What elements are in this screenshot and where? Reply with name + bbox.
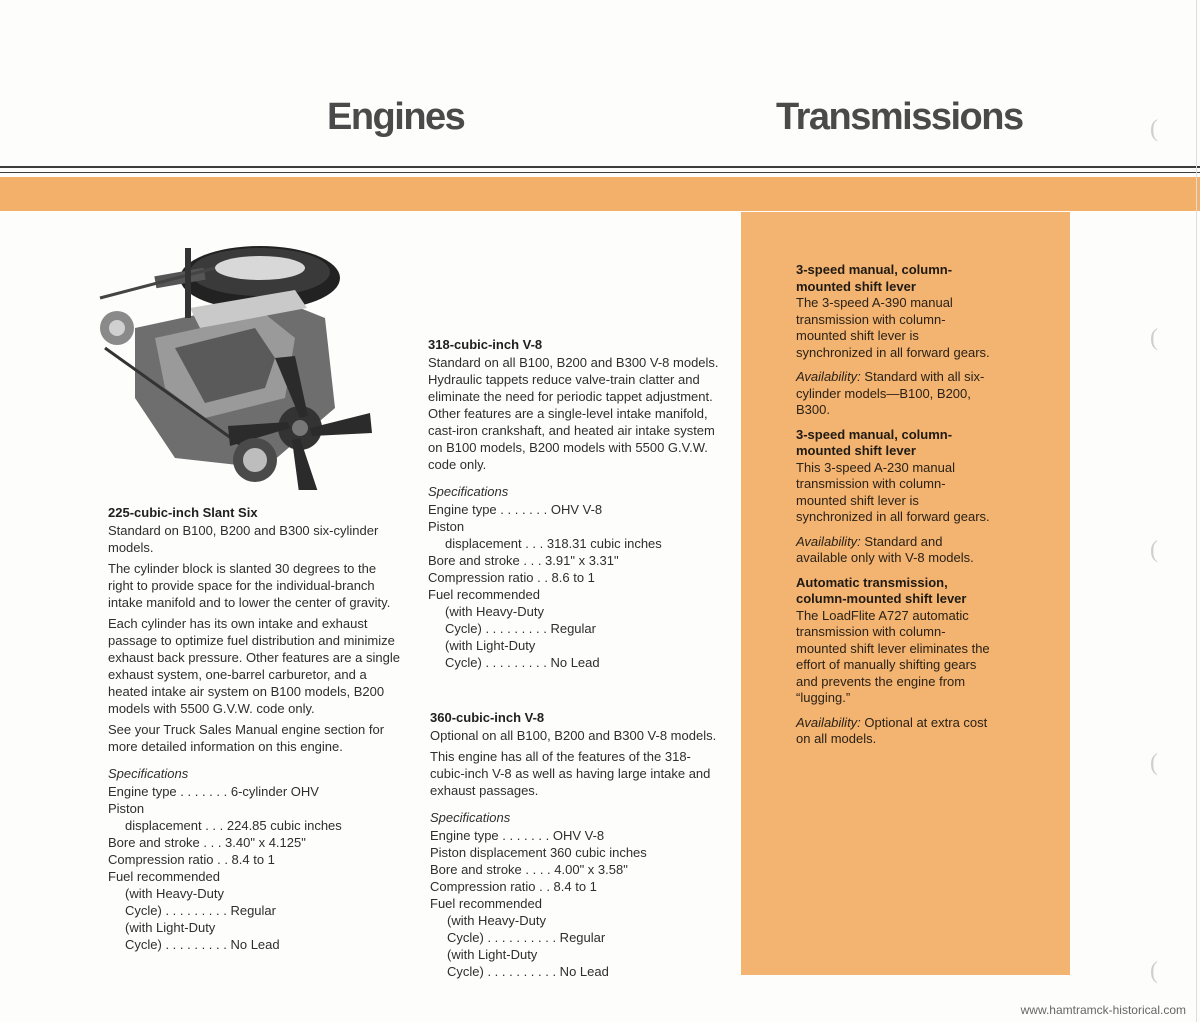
paragraph: This engine has all of the features of the 318-cubic-inch V-8 as well as having large intake and exhaust passages. <box>430 748 711 798</box>
availability-label: Availability: <box>796 714 861 730</box>
availability-text: Standard with all six-cylinder models—B100, B200, B300. <box>796 369 985 417</box>
spec-line: Bore and stroke . . . . 4.00" x 3.58" <box>430 861 628 877</box>
spec-line: (with Heavy-Duty <box>445 603 544 619</box>
paragraph: See your Truck Sales Manual engine section for more detailed information on this engine. <box>108 721 385 754</box>
spec-line: Piston <box>428 518 465 534</box>
spec-line: Piston displacement 360 cubic inches <box>430 844 647 860</box>
spec-line: Cycle) . . . . . . . . . No Lead <box>125 936 280 952</box>
spec-line: Compression ratio . . 8.6 to 1 <box>428 569 595 585</box>
binder-hole-mark: ( <box>1150 325 1158 351</box>
transmission-body: The LoadFlite A727 automatic transmission with column-mounted shift lever eliminates the effort of manually shifting gears and prevents the engine from “lugging.” <box>796 607 990 705</box>
availability <box>796 369 996 419</box>
spec-line: Compression ratio . . 8.4 to 1 <box>108 851 275 867</box>
top-rule-thin <box>0 172 1200 173</box>
transmission-title: Automatic transmission, column-mounted shift lever <box>796 574 967 606</box>
spec-line: Engine type . . . . . . . 6-cylinder OHV <box>108 783 319 799</box>
paragraph: Standard on B100, B200 and B300 six-cylinder models. <box>108 522 379 555</box>
availability <box>796 534 996 567</box>
transmissions-text <box>796 262 996 756</box>
spec-line: Fuel recommended <box>430 895 542 911</box>
paragraph: The cylinder block is slanted 30 degrees to the right to provide space for the individual-branch intake manifold and to lower the center of gravity. <box>108 560 391 610</box>
paragraph: Standard on all B100, B200 and B300 V-8 models. Hydraulic tappets reduce valve-train clatter and eliminate the need for periodic tappet adjustment. Other features are a single-level intake manifold, cast-iron crankshaft, and heated air intake system on B100 models, B200 models with 5500 G.V.W. code only. <box>428 354 719 472</box>
paragraph: Each cylinder has its own intake and exhaust passage to optimize fuel distribution and minimize exhaust back pressure. Other features are a single exhaust system, one-barrel carburetor, and a heated intake air system on B100 models, B200 models with 5500 G.V.W. code only. <box>108 615 400 716</box>
spec-line: Cycle) . . . . . . . . . Regular <box>445 620 596 636</box>
spec-line: Piston <box>108 800 145 816</box>
v8-318-title: 318-cubic-inch V-8 <box>428 337 543 352</box>
availability-text: Standard and available only with V-8 models. <box>796 533 974 565</box>
v8-360-title: 360-cubic-inch V-8 <box>430 710 545 725</box>
spec-line: Engine type . . . . . . . OHV V-8 <box>430 827 605 843</box>
transmissions-heading: Transmissions <box>776 96 1023 138</box>
engine-photo <box>95 228 395 490</box>
spec-line: Engine type . . . . . . . OHV V-8 <box>428 501 603 517</box>
spec-title: Specifications <box>428 483 509 499</box>
spec-line: Bore and stroke . . . 3.40" x 4.125" <box>108 834 306 850</box>
watermark: www.hamtramck-historical.com <box>1020 1003 1186 1017</box>
spec-line: (with Heavy-Duty <box>125 885 224 901</box>
binder-hole-mark: ( <box>1150 958 1158 984</box>
availability-label: Availability: <box>796 533 861 549</box>
spec-line: Fuel recommended <box>108 868 220 884</box>
v8-360-section <box>430 710 722 980</box>
transmission-title: 3-speed manual, column-mounted shift lever <box>796 262 953 294</box>
availability <box>796 715 996 748</box>
spec-title: Specifications <box>108 765 189 781</box>
transmission-title: 3-speed manual, column-mounted shift lever <box>796 426 953 458</box>
engines-heading: Engines <box>327 96 465 138</box>
binder-hole-mark: ( <box>1150 116 1158 142</box>
top-rule <box>0 166 1200 168</box>
spec-line: (with Light-Duty <box>125 919 216 935</box>
availability-label: Availability: <box>796 369 861 384</box>
spec-line: (with Light-Duty <box>447 946 538 962</box>
slant-six-section <box>108 505 400 953</box>
slant-six-title: 225-cubic-inch Slant Six <box>108 505 258 520</box>
binder-hole-mark: ( <box>1150 537 1158 563</box>
spec-line: (with Light-Duty <box>445 637 536 653</box>
spec-line: displacement . . . 224.85 cubic inches <box>125 817 342 833</box>
spec-title: Specifications <box>430 809 511 825</box>
page-edge <box>1196 0 1197 1022</box>
spec-line: Bore and stroke . . . 3.91" x 3.31" <box>428 552 619 568</box>
paragraph: Optional on all B100, B200 and B300 V-8 models. <box>430 727 717 743</box>
orange-band <box>0 177 1200 211</box>
spec-line: Cycle) . . . . . . . . . Regular <box>125 902 276 918</box>
spec-line: Compression ratio . . 8.4 to 1 <box>430 878 597 894</box>
spec-line: Cycle) . . . . . . . . . . No Lead <box>447 963 609 979</box>
spec-line: Cycle) . . . . . . . . . No Lead <box>445 654 600 670</box>
binder-hole-mark: ( <box>1150 750 1158 776</box>
spec-line: displacement . . . 318.31 cubic inches <box>445 535 662 551</box>
v8-318-section <box>428 337 720 671</box>
availability-text: Optional at extra cost on all models. <box>796 714 988 746</box>
spec-line: (with Heavy-Duty <box>447 912 546 928</box>
transmission-body: The 3-speed A-390 manual transmission with column-mounted shift lever is synchronized in all forward gears. <box>796 295 990 360</box>
spec-line: Cycle) . . . . . . . . . . Regular <box>447 929 606 945</box>
transmission-body: This 3-speed A-230 manual transmission with column-mounted shift lever is synchronized in all forward gears. <box>796 459 990 524</box>
spec-line: Fuel recommended <box>428 586 540 602</box>
